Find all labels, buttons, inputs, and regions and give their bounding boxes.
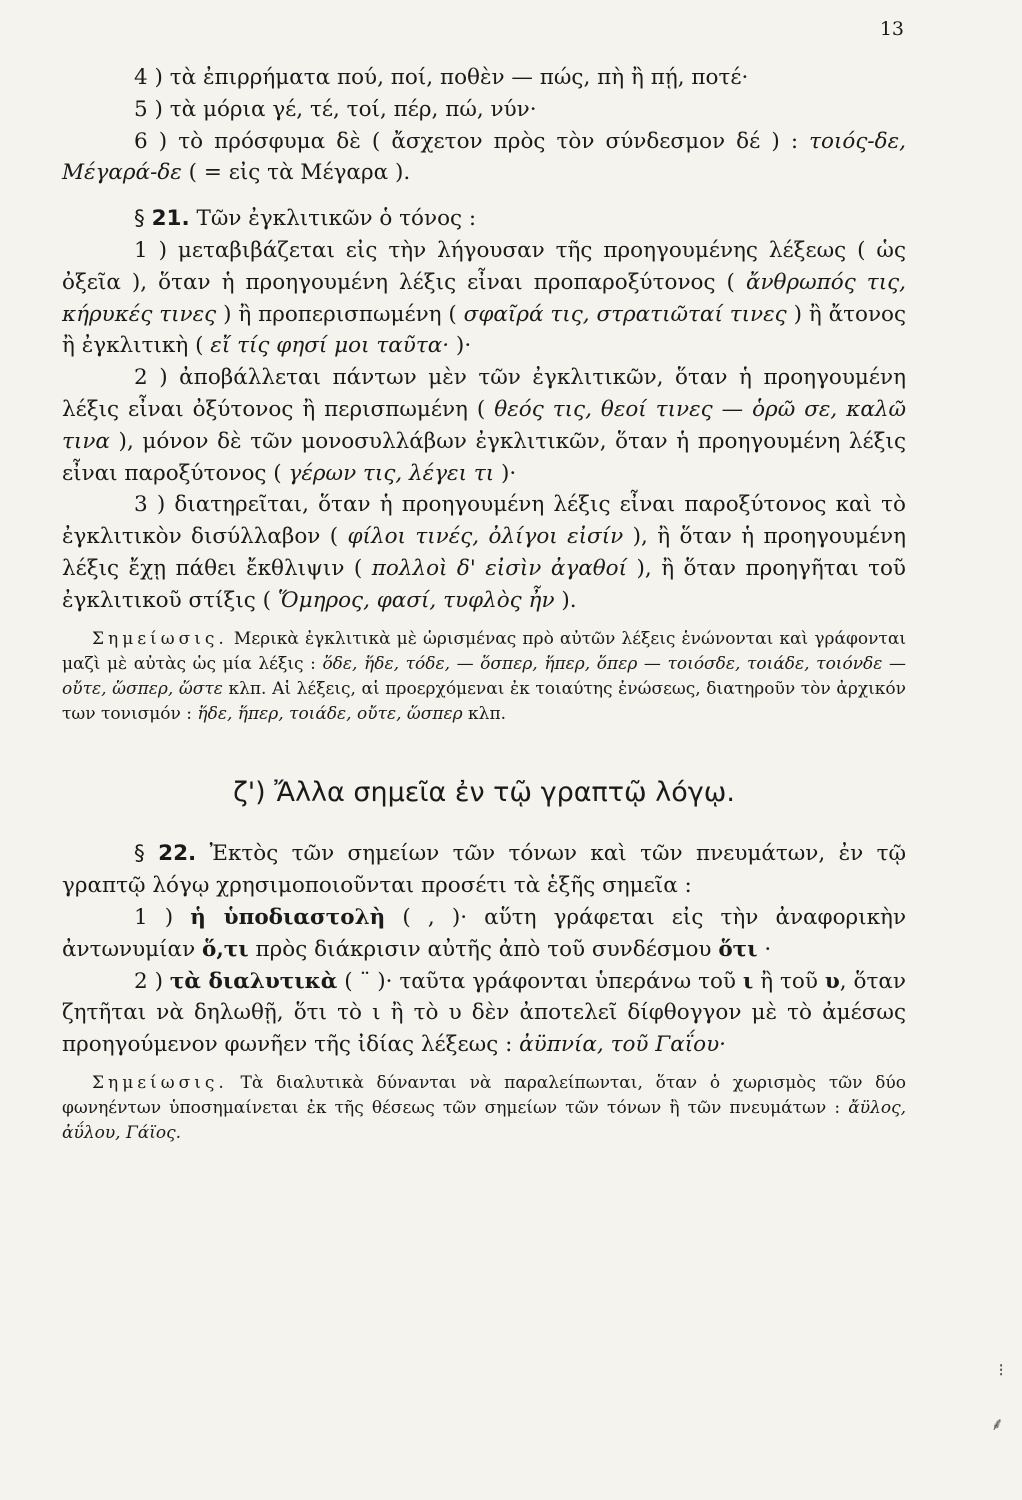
section-number: 21. [151, 206, 190, 232]
rule-2: 2 ) ἀποβάλλεται πάντων μὲν τῶν ἐγκλιτικῶν, ὅταν ἡ προηγουμένη λέξις εἶναι ὀξύτονος ἢ περισπωμένη ( θεός τις, θεοί τινες — ὁρῶ σε, καλῶ τινα ), μόνον δὲ τῶν μονοσυλλάβων ἐγκλιτικῶν, ὅταν ἡ προηγουμένη λέξις εἶναι παροξύτονος ( γέρων τις, λέγει τι )· [62, 365, 906, 486]
note-2: Σημείωσις. Τὰ διαλυτικὰ δύνανται νὰ παραλείπωνται, ὅταν ὁ χωρισμὸς τῶν δύο φωνηέντων ὑποσημαίνεται ἐκ τῆς θέσεως τῶν σημείων τῶν τόνων ἢ τῶν πνευμάτων : ἄϋλος, ἀΰλου, Γάϊος. [62, 1072, 906, 1143]
section-sign: § [134, 841, 145, 867]
note-1: Σημείωσις. Μερικὰ ἐγκλιτικὰ μὲ ὡρισμένας πρὸ αὐτῶν λέξεις ἑνώνονται καὶ γράφονται μαζὶ μὲ αὐτὰς ὡς μία λέξις : ὅδε, ἥδε, τόδε, — ὅσπερ, ἥπερ, ὅπερ — τοιόσδε, τοιάδε, τοιόνδε — οὔτε, ὥσπερ, ὥστε κλπ. Αἱ λέξεις, αἱ προερχόμεναι ἐκ τοιαύτης ἑνώσεως, διατηροῦν τὸν ἀρχικόν των τονισμόν : ἥδε, ἥπερ, τοιάδε, οὔτε, ὥσπερ κλπ. [62, 628, 907, 724]
section-22-intro: § 22. Ἐκτὸς τῶν σημείων τῶν τόνων καὶ τῶν πνευμάτων, ἐν τῷ γραπτῷ λόγῳ χρησιμοποιοῦνται προσέτι τὰ ἑξῆς σημεῖα : [62, 841, 906, 899]
main-text [62, 62, 906, 1146]
margin-mark-2: ⸙ [990, 1414, 1004, 1435]
note-label: Σημείωσις. [92, 628, 228, 649]
note-label: Σημείωσις. [92, 1072, 228, 1093]
page-number: 13 [879, 18, 904, 40]
list-item-5: 5 ) τὰ μόρια γέ, τέ, τοί, πέρ, πώ, νύν· [134, 96, 537, 122]
mark-1: 1 ) ἡ ὑποδιαστολὴ ( , )· αὕτη γράφεται εἰς τὴν ἀναφορικὴν ἀντωνυμίαν ὅ,τι πρὸς διάκρισιν αὐτῆς ἀπὸ τοῦ συνδέσμου ὅτι · [62, 904, 907, 962]
section-21-title: § 21. Τῶν ἐγκλιτικῶν ὁ τόνος : [134, 206, 477, 232]
section-sign: § [134, 206, 145, 232]
section-heading: ζ') Ἄλλα σημεῖα ἐν τῷ γραπτῷ λόγῳ. [233, 776, 735, 808]
margin-mark-1: ⁝ [998, 1360, 1004, 1381]
list-item-6: 6 ) τὸ πρόσφυμα δὲ ( ἄσχετον πρὸς τὸν σύνδεσμον δέ ) : τοιός-δε, Μέγαρά-δε ( = εἰς τὰ Μέγαρα ). [62, 128, 906, 186]
rule-3: 3 ) διατηρεῖται, ὅταν ἡ προηγουμένη λέξις εἶναι παροξύτονος καὶ τὸ ἐγκλιτικὸν δισύλλαβον ( φίλοι τινές, ὀλίγοι εἰσίν ), ἢ ὅταν ἡ προηγουμένη λέξις ἔχῃ πάθει ἔκθλιψιν ( πολλοὶ δ' εἰσὶν ἀγαθοί ), ἢ ὅταν προηγῆται τοῦ ἐγκλιτικοῦ στίξις ( Ὅμηρος, φασί, τυφλὸς ἦν ). [62, 492, 907, 613]
list-item-4: 4 ) τὰ ἐπιρρήματα πού, ποί, ποθὲν — πώς, πὴ ἢ πῄ, ποτέ· [134, 65, 749, 90]
section-number: 22. [158, 841, 197, 867]
rule-1: 1 ) μεταβιβάζεται εἰς τὴν λήγουσαν τῆς προηγουμένης λέξεως ( ὡς ὀξεῖα ), ὅταν ἡ προηγουμένη λέξις εἶναι προπαροξύτονος ( ἄνθρωπός τις, κήρυκές τινες ) ἢ προπερισπωμένη ( σφαῖρά τις, στρατιῶταί τινες ) ἢ ἄτονος ἢ ἐγκλιτικὴ ( εἴ τίς φησί μοι ταῦτα· )· [62, 237, 906, 359]
mark-2: 2 ) τὰ διαλυτικὰ ( ¨ )· ταῦτα γράφονται ὑπεράνω τοῦ ι ἢ τοῦ υ, ὅταν ζητῆται νὰ δηλωθῇ, ὅτι τὸ ι ἢ τὸ υ δὲν ἀποτελεῖ δίφθογγον μὲ τὸ ἀμέσως προηγούμενον φωνῆεν τῆς ἰδίας λέξεως : ἀϋπνία, τοῦ Γαΐου· [62, 968, 906, 1058]
